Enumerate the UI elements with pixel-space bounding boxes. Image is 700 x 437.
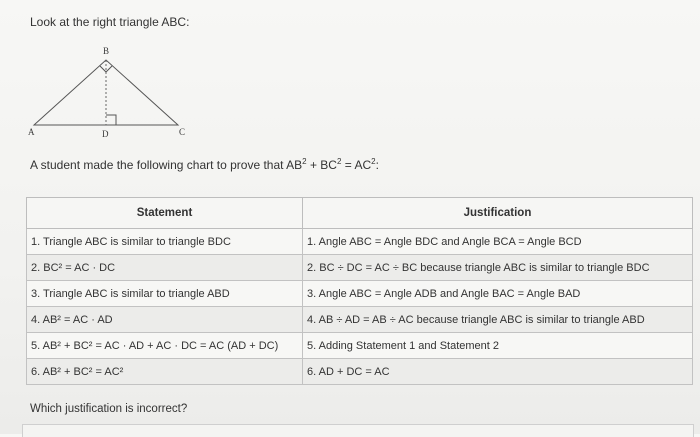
closing-question: Which justification is incorrect?: [30, 403, 188, 415]
label-a: A: [28, 127, 35, 137]
table-row: [27, 359, 693, 385]
table-row: [27, 307, 693, 333]
statement-cell: 4. AB² = AC · AD: [27, 307, 303, 333]
table-row: [27, 229, 693, 255]
answer-box[interactable]: [22, 424, 694, 437]
justification-cell: 6. AD + DC = AC: [303, 359, 693, 385]
statement-cell: 3. Triangle ABC is similar to triangle ABD: [27, 281, 303, 307]
justification-cell: 4. AB ÷ AD = AB ÷ AC because triangle ABC is similar to triangle ABD: [303, 307, 693, 333]
question-intro: Look at the right triangle ABC:: [30, 15, 190, 29]
triangle-diagram: [22, 42, 202, 147]
table-row: [27, 255, 693, 281]
right-angle-mark-d: [106, 115, 116, 125]
justification-cell: 3. Angle ABC = Angle ADB and Angle BAC = Angle BAD: [303, 281, 693, 307]
label-d: D: [102, 129, 109, 139]
prove-statement: A student made the following chart to prove that $AB^2 + BC^2 = AC^2$:: [30, 157, 379, 172]
label-c: C: [179, 127, 186, 137]
triangle-figure: [22, 42, 202, 147]
statement-cell: 1. Triangle ABC is similar to triangle BDC: [27, 229, 303, 255]
statement-header: Statement: [27, 198, 303, 229]
statement-cell: 6. AB² + BC² = AC²: [27, 359, 303, 385]
justification-cell: 2. BC ÷ DC = AC ÷ BC because triangle ABC is similar to triangle BDC: [303, 255, 693, 281]
table-header-row: [27, 198, 693, 229]
table-row: [27, 281, 693, 307]
justification-cell: 5. Adding Statement 1 and Statement 2: [303, 333, 693, 359]
label-b: B: [103, 46, 110, 56]
proof-table: [26, 197, 693, 385]
justification-cell: 1. Angle ABC = Angle BDC and Angle BCA = Angle BCD: [303, 229, 693, 255]
table-row: [27, 333, 693, 359]
justification-header: Justification: [303, 198, 693, 229]
statement-cell: 5. AB² + BC² = AC · AD + AC · DC = AC (AD + DC): [27, 333, 303, 359]
statement-cell: 2. BC² = AC · DC: [27, 255, 303, 281]
